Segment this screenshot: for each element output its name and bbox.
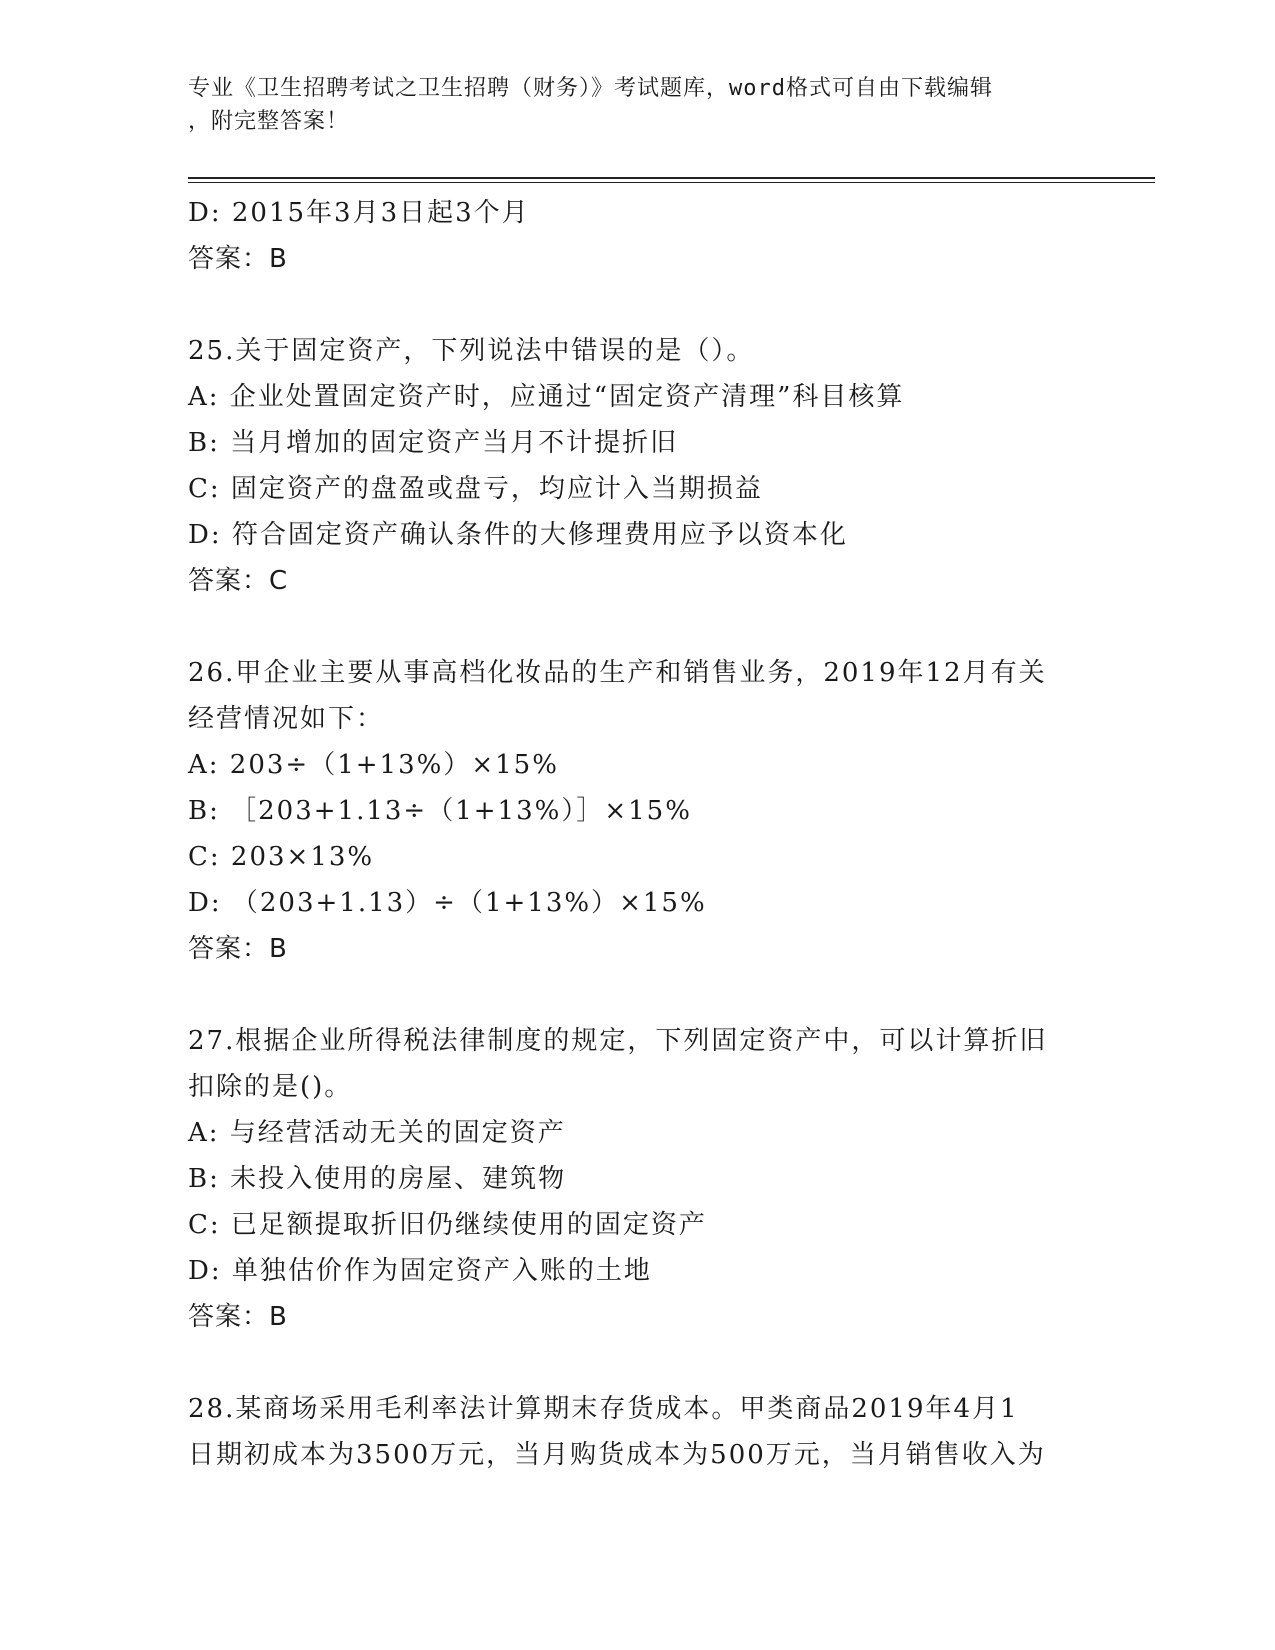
question-content [188,190,1088,1478]
option-a: A: 与经营活动无关的固定资产 [188,1118,566,1148]
spacer [188,1340,1088,1386]
option-d: D: 单独估价作为固定资产入账的土地 [188,1256,652,1286]
prev-option-d: D: 2015年3月3日起3个月 [188,198,530,228]
option-b: B: 当月增加的固定资产当月不计提折旧 [188,428,679,458]
question-stem: 25.关于固定资产，下列说法中错误的是（）。 [188,336,755,366]
header-divider-thick [188,177,1155,179]
answer: 答案：B [188,1302,288,1332]
spacer [188,282,1088,328]
option-a: A: 企业处置固定资产时，应通过“固定资产清理”科目核算 [188,382,905,412]
header-line-1: 专业《卫生招聘考试之卫生招聘（财务）》考试题库，word格式可自由下载编辑 [188,76,993,101]
question-stem-line-2: 扣除的是()。 [188,1072,353,1102]
spacer [188,604,1088,650]
header-line-2: ，附完整答案！ [188,109,350,134]
question-stem-line-2: 经营情况如下： [188,704,385,734]
question-stem-line-1: 26.甲企业主要从事高档化妆品的生产和销售业务，2019年12月有关 [188,658,1047,688]
answer: 答案：B [188,934,288,964]
question-stem-line-1: 28.某商场采用毛利率法计算期末存货成本。甲类商品2019年4月1 [188,1394,1019,1424]
question-26 [188,650,1088,972]
option-c: C: 已足额提取折旧仍继续使用的固定资产 [188,1210,707,1240]
option-d: D: （203+1.13）÷（1+13%）×15% [188,888,707,918]
document-header [188,72,1068,138]
prev-answer: 答案：B [188,244,288,274]
option-d: D: 符合固定资产确认条件的大修理费用应予以资本化 [188,520,848,550]
question-28 [188,1386,1088,1478]
option-a: A: 203÷（1+13%）×15% [188,750,559,780]
question-stem-line-2: 日期初成本为3500万元，当月购货成本为500万元，当月销售收入为 [188,1440,1046,1470]
option-c: C: 固定资产的盘盈或盘亏，均应计入当期损益 [188,474,763,504]
option-b: B: ［203+1.13÷（1+13%）］×15% [188,796,692,826]
question-stem-line-1: 27.根据企业所得税法律制度的规定，下列固定资产中，可以计算折旧 [188,1026,1048,1056]
option-c: C: 203×13% [188,842,375,872]
option-b: B: 未投入使用的房屋、建筑物 [188,1164,567,1194]
header-divider-thin [188,182,1155,183]
spacer [188,972,1088,1018]
question-27 [188,1018,1088,1340]
question-25 [188,328,1088,604]
answer: 答案：C [188,566,289,596]
